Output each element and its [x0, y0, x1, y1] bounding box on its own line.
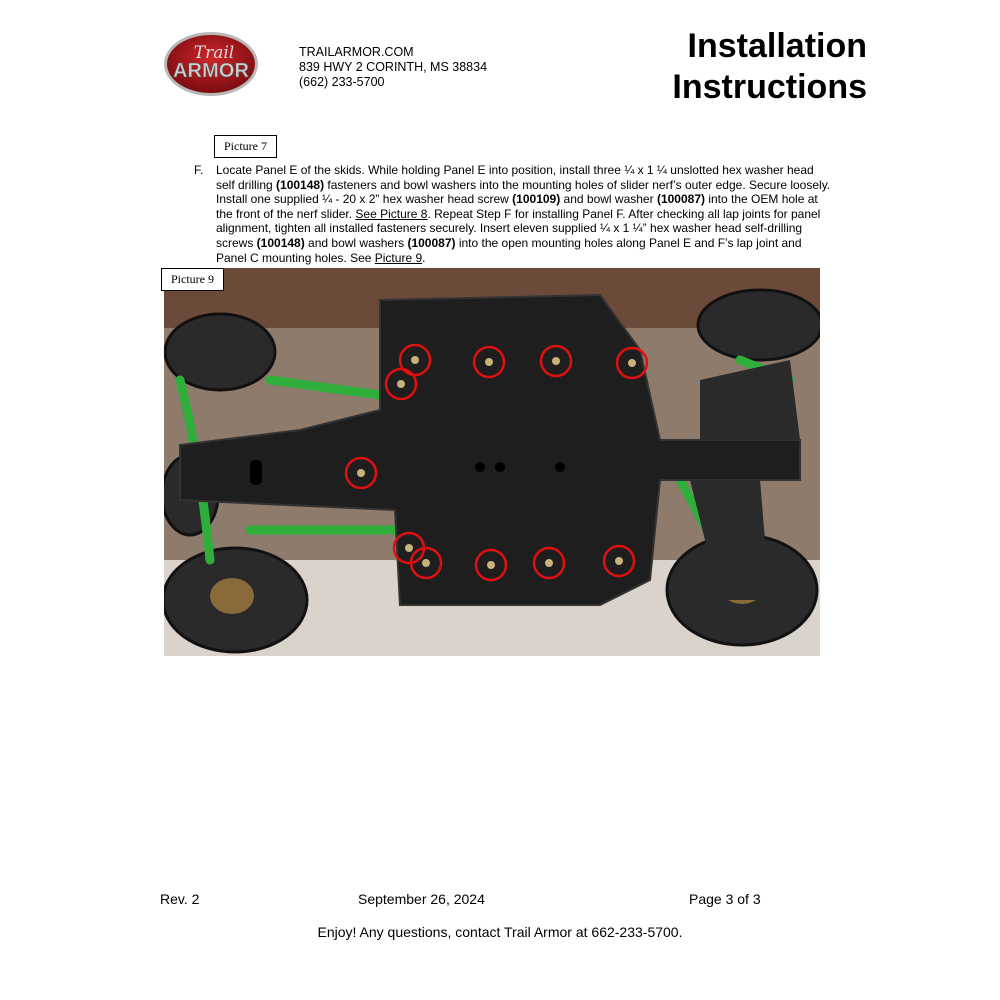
fastener [628, 359, 636, 367]
date: September 26, 2024 [358, 891, 485, 907]
fastener [357, 469, 365, 477]
page-number: Page 3 of 3 [689, 891, 761, 907]
picture-9-link[interactable]: Picture 9 [374, 250, 423, 265]
fastener [485, 358, 493, 366]
part-number: (100148) [256, 235, 305, 250]
fastener [397, 380, 405, 388]
text: into the OEM hole at the front of the nerf slider. [216, 192, 818, 221]
text: into the open mounting holes along Panel E and F’s lap joint and Panel C mounting holes. See [216, 235, 802, 265]
text: . [422, 250, 426, 265]
contact-line: Enjoy! Any questions, contact Trail Armor at 662-233-5700. [317, 924, 683, 940]
text: . Repeat Step F for installing Panel F. After checking all lap joints for panel alignment, tighten all installed fasteners securely. Insert eleven supplied ¼ x 1 ¼” hex washer head self-drilling screws [216, 206, 821, 250]
title-line-2: Instructions [672, 68, 867, 106]
text: Locate Panel E of the skids. While holding Panel E into position, install three ¼ x 1 ¼ unslotted hex washer head self drilling [216, 163, 814, 192]
part-number: (100087) [407, 235, 456, 250]
phone: (662) 233-5700 [299, 75, 385, 89]
skid-plate-photo [164, 268, 820, 656]
revision: Rev. 2 [160, 891, 200, 907]
fastener [411, 356, 419, 364]
picture-9-label: Picture 9 [161, 268, 224, 291]
fastener [615, 557, 623, 565]
part-number: (100087) [656, 192, 705, 207]
text: fasteners and bowl washers into the mounting holes of slider nerf’s outer edge. Secure loosely. Install one supplied ¼ - 20 x 2” hex washer head screw [216, 177, 831, 207]
svg-text:Trail: Trail [193, 43, 235, 63]
step-letter: F. [194, 163, 204, 177]
picture-7-label: Picture 7 [214, 135, 277, 158]
svg-text:ARMOR: ARMOR [173, 60, 249, 82]
step-f-paragraph [194, 163, 834, 265]
website: TRAILARMOR.COM [299, 45, 414, 59]
part-number: (100109) [512, 192, 561, 207]
fastener [405, 544, 413, 552]
company-address-block [299, 45, 487, 90]
text: and bowl washers [304, 235, 408, 250]
fastener [552, 357, 560, 365]
trail-armor-logo [162, 30, 260, 98]
title-line-1: Installation [687, 27, 867, 65]
page-title [672, 26, 867, 108]
see-picture-8-link[interactable]: See Picture 8 [355, 206, 428, 221]
fastener [422, 559, 430, 567]
fastener [545, 559, 553, 567]
fastener [487, 561, 495, 569]
text: and bowl washer [560, 192, 657, 207]
part-number: (100148) [276, 177, 325, 192]
address: 839 HWY 2 CORINTH, MS 38834 [299, 60, 488, 74]
